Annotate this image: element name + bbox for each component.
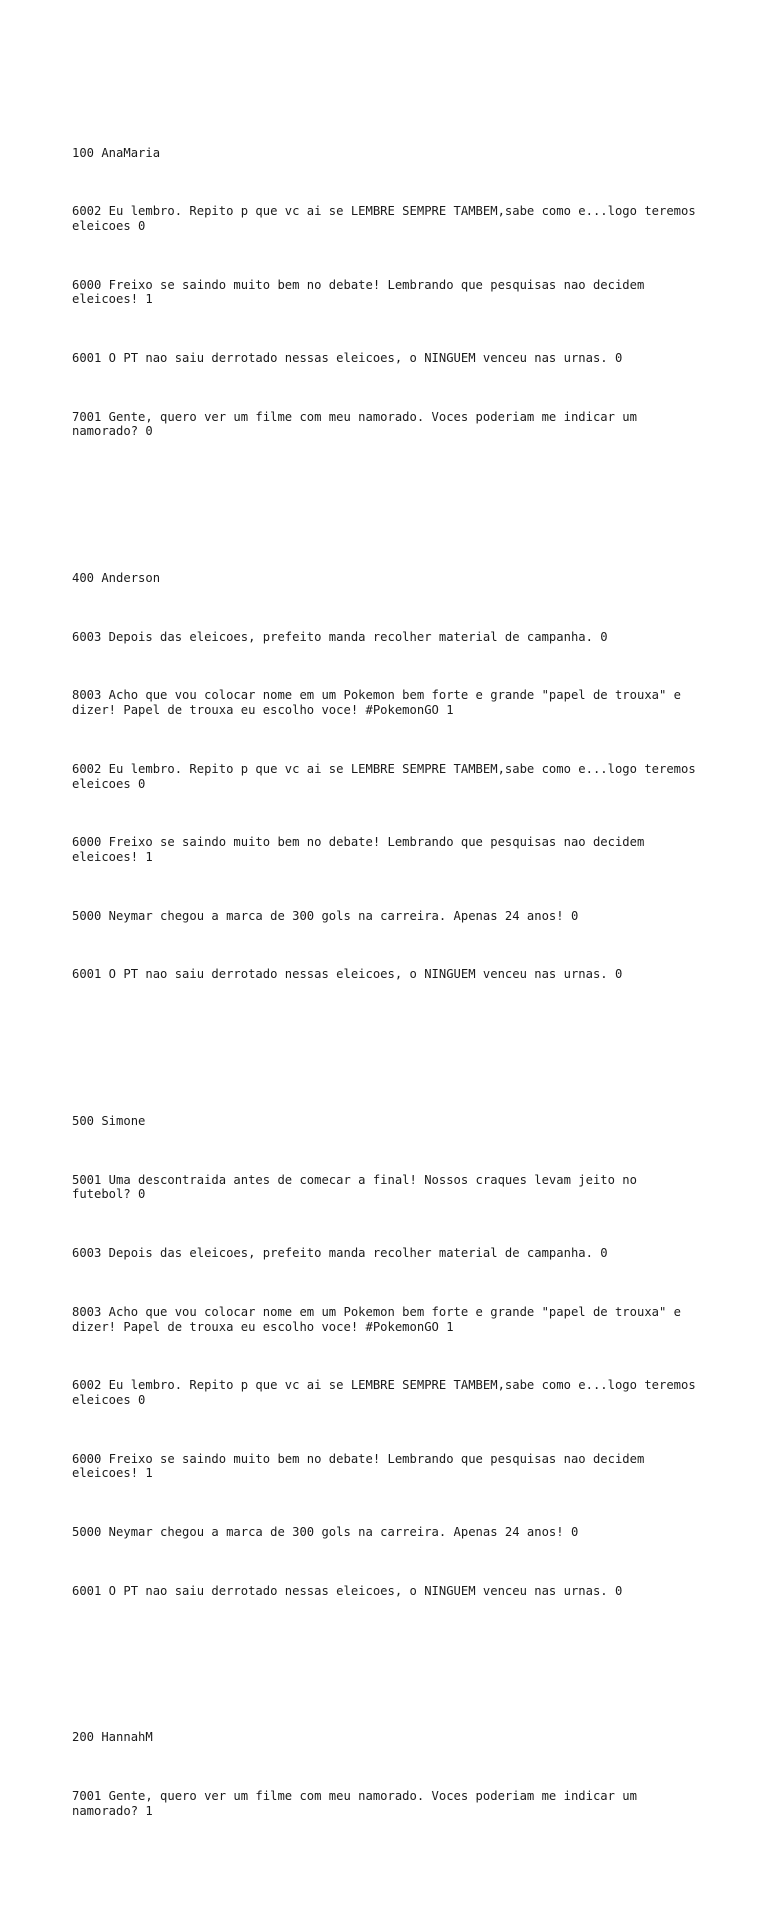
user-block [72, 1701, 702, 1848]
post-line: 8003 Acho que vou colocar nome em um Pokemon bem forte e grande "papel de trouxa" e dizer! Papel de trouxa eu escolho voce! #PokemonGO 1 [72, 688, 689, 718]
post-line: 5001 Uma descontraida antes de comecar a final! Nossos craques levam jeito no futebol? 0 [72, 1172, 645, 1202]
user-header: 500 Simone [72, 1114, 146, 1129]
post-line: 6002 Eu lembro. Repito p que vc ai se LEMBRE SEMPRE TAMBEM,sabe como e...logo teremos eleicoes 0 [72, 761, 704, 791]
user-header: 200 HannahM [72, 1730, 153, 1745]
post-line: 6002 Eu lembro. Repito p que vc ai se LEMBRE SEMPRE TAMBEM,sabe como e...logo teremos eleicoes 0 [72, 204, 704, 233]
post-line: 6001 O PT nao saiu derrotado nessas eleicoes, o NINGUEM venceu nas urnas. 0 [72, 1583, 623, 1598]
post-line: 6000 Freixo se saindo muito bem no debate! Lembrando que pesquisas nao decidem eleicoes! 1 [72, 835, 652, 864]
document-page [72, 72, 702, 1906]
user-block [72, 542, 702, 1012]
post-line: 6001 O PT nao saiu derrotado nessas eleicoes, o NINGUEM venceu nas urnas. 0 [72, 967, 623, 982]
user-block [72, 1085, 702, 1628]
post-line: 5000 Neymar chegou a marca de 300 gols na carreira. Apenas 24 anos! 0 [72, 908, 579, 923]
post-line: 6001 O PT nao saiu derrotado nessas eleicoes, o NINGUEM venceu nas urnas. 0 [72, 351, 623, 366]
user-header: 400 Anderson [72, 571, 161, 586]
post-line: 6003 Depois das eleicoes, prefeito manda recolher material de campanha. 0 [72, 1246, 608, 1261]
user-block [72, 116, 702, 468]
post-line: 6000 Freixo se saindo muito bem no debate! Lembrando que pesquisas nao decidem eleicoes! 1 [72, 277, 652, 307]
post-line: 6003 Depois das eleicoes, prefeito manda recolher material de campanha. 0 [72, 629, 608, 644]
post-line: 7001 Gente, quero ver um filme com meu namorado. Voces poderiam me indicar um namorado? 0 [72, 409, 645, 439]
post-line: 5000 Neymar chegou a marca de 300 gols na carreira. Apenas 24 anos! 0 [72, 1525, 579, 1540]
post-line: 6000 Freixo se saindo muito bem no debate! Lembrando que pesquisas nao decidem eleicoes! 1 [72, 1451, 652, 1481]
post-line: 8003 Acho que vou colocar nome em um Pokemon bem forte e grande "papel de trouxa" e dizer! Papel de trouxa eu escolho voce! #PokemonGO 1 [72, 1304, 689, 1334]
user-header: 100 AnaMaria [72, 145, 161, 160]
post-line: 7001 Gente, quero ver um filme com meu namorado. Voces poderiam me indicar um namorado? 1 [72, 1789, 645, 1818]
post-line: 6002 Eu lembro. Repito p que vc ai se LEMBRE SEMPRE TAMBEM,sabe como e...logo teremos eleicoes 0 [72, 1378, 704, 1407]
